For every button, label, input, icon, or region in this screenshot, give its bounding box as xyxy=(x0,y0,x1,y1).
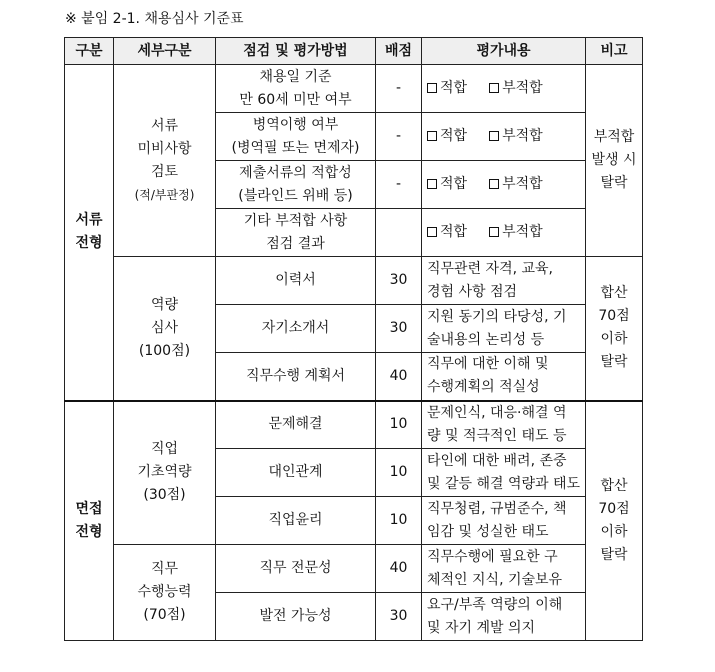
fit-checkbox-cell xyxy=(422,209,586,257)
content-text: 요구/부족 역량의 이해 xyxy=(427,596,563,613)
score-cell: 30 xyxy=(376,257,422,305)
method-cell: 직업윤리 xyxy=(216,497,376,545)
content-text: 직무에 대한 이해 및 xyxy=(427,356,549,373)
method-cell xyxy=(216,161,376,209)
content-text: 직무수행에 필요한 구 xyxy=(427,548,558,565)
unfit-label: 부적합 xyxy=(502,80,543,96)
method-cell: 문제해결 xyxy=(216,401,376,449)
subsection-label: 미비사항 xyxy=(137,140,192,157)
checkbox-icon xyxy=(427,83,437,93)
checkbox-icon xyxy=(489,179,499,189)
method-text: 채용일 기준 xyxy=(259,68,332,85)
score-cell: 10 xyxy=(376,497,422,545)
subsection-label: (100점) xyxy=(138,342,191,359)
subsection-basic xyxy=(114,401,216,545)
section-label: 면접 xyxy=(75,500,103,517)
method-cell xyxy=(216,209,376,257)
fit-checkbox-cell xyxy=(422,113,586,161)
fit-label: 적합 xyxy=(440,80,468,96)
method-text: 병역이행 여부 xyxy=(252,116,339,133)
checkbox-icon xyxy=(427,179,437,189)
remark-text: 이하 xyxy=(600,523,628,540)
score-cell: 30 xyxy=(376,305,422,353)
content-cell xyxy=(422,449,586,497)
document-caption: ※ 붙임 2-1. 채용심사 기준표 xyxy=(65,11,244,27)
fit-label: 적합 xyxy=(440,224,468,240)
content-cell xyxy=(422,497,586,545)
score-cell: - xyxy=(376,65,422,113)
content-text: 수행계획의 적실성 xyxy=(427,379,540,396)
remark-text: 탈락 xyxy=(600,354,628,371)
method-cell: 발전 가능성 xyxy=(216,593,376,641)
remark-text: 70점 xyxy=(598,500,630,517)
checkbox-icon xyxy=(489,227,499,237)
remark-text: 탈락 xyxy=(600,175,628,191)
content-text: 문제인식, 대응·해결 역 xyxy=(427,404,567,421)
subsection-label: 검토 xyxy=(150,163,179,180)
fit-checkbox-cell xyxy=(422,65,586,113)
remark-text: 합산 xyxy=(600,477,628,494)
fit-option[interactable] xyxy=(427,176,467,192)
fit-option[interactable] xyxy=(427,80,467,96)
score-cell: 30 xyxy=(376,593,422,641)
score-cell: - xyxy=(376,113,422,161)
unfit-option[interactable] xyxy=(489,224,543,240)
table-row xyxy=(65,257,643,305)
unfit-option[interactable] xyxy=(489,128,543,144)
section-interview xyxy=(65,401,114,641)
header-content: 평가내용 xyxy=(422,38,586,65)
method-text: 점검 결과 xyxy=(266,235,325,252)
remark-text: 합산 xyxy=(600,285,628,302)
method-cell: 대인관계 xyxy=(216,449,376,497)
subsection-label: 기초역량 xyxy=(137,464,192,481)
unfit-option[interactable] xyxy=(489,176,543,192)
content-text: 직무청렴, 규범준수, 책 xyxy=(427,500,567,517)
content-text: 및 자기 계발 의지 xyxy=(427,619,536,636)
score-cell xyxy=(376,209,422,257)
content-text: 술내용의 논리성 등 xyxy=(427,331,545,348)
table-row xyxy=(65,545,643,593)
subsection-job xyxy=(114,545,216,641)
remarks-competency xyxy=(586,257,643,401)
method-text: 제출서류의 적합성 xyxy=(239,164,352,181)
content-text: 타인에 대한 배려, 존중 xyxy=(427,452,567,469)
subsection-label: 심사 xyxy=(150,319,179,336)
table-row xyxy=(65,65,643,113)
subsection-competency xyxy=(114,257,216,401)
subsection-label: (30점) xyxy=(143,487,186,504)
content-cell xyxy=(422,593,586,641)
method-cell: 이력서 xyxy=(216,257,376,305)
table-row xyxy=(65,401,643,449)
header-category: 구분 xyxy=(65,38,114,65)
fit-label: 적합 xyxy=(440,128,468,144)
fit-option[interactable] xyxy=(427,128,467,144)
method-text: 만 60세 미만 여부 xyxy=(239,91,352,108)
method-text: 기타 부적합 사항 xyxy=(243,212,348,229)
subsection-label: 역량 xyxy=(150,296,179,313)
unfit-label: 부적합 xyxy=(502,128,543,144)
remark-text: 탈락 xyxy=(600,546,628,563)
fit-option[interactable] xyxy=(427,224,467,240)
method-cell xyxy=(216,65,376,113)
content-text: 직무관련 자격, 교육, xyxy=(427,260,553,277)
screening-criteria-table xyxy=(64,37,643,641)
header-method: 점검 및 평가방법 xyxy=(216,38,376,65)
content-cell xyxy=(422,401,586,449)
content-text: 임감 및 성실한 태도 xyxy=(427,523,549,540)
header-score: 배점 xyxy=(376,38,422,65)
remark-text: 발생 시 xyxy=(591,152,637,168)
header-remarks: 비고 xyxy=(586,38,643,65)
method-text: (병역필 또는 면제자) xyxy=(231,139,360,156)
method-cell xyxy=(216,113,376,161)
subsection-label: 서류 xyxy=(150,117,179,134)
section-doc xyxy=(65,65,114,401)
content-text: 체적인 지식, 기술보유 xyxy=(427,571,563,588)
table-header-row xyxy=(65,38,643,65)
unfit-label: 부적합 xyxy=(502,176,543,192)
score-cell: 10 xyxy=(376,401,422,449)
checkbox-icon xyxy=(427,131,437,141)
subsection-doc-review xyxy=(114,65,216,257)
remarks-interview xyxy=(586,401,643,641)
subsection-label: 수행능력 xyxy=(137,584,192,600)
content-text: 량 및 적극적인 태도 등 xyxy=(427,427,567,444)
subsection-label: 직무 xyxy=(150,561,179,577)
content-cell xyxy=(422,545,586,593)
checkbox-icon xyxy=(489,131,499,141)
method-cell: 자기소개서 xyxy=(216,305,376,353)
score-cell: - xyxy=(376,161,422,209)
content-cell xyxy=(422,305,586,353)
header-subcategory: 세부구분 xyxy=(114,38,216,65)
content-text: 및 갈등 해결 역량과 태도 xyxy=(427,475,581,492)
subsection-label: (70점) xyxy=(143,607,186,623)
method-text: (블라인드 위배 등) xyxy=(238,187,353,204)
fit-checkbox-cell xyxy=(422,161,586,209)
section-label: 전형 xyxy=(75,523,103,540)
subsection-label: 직업 xyxy=(150,441,179,458)
subsection-label: (적/부판정) xyxy=(134,187,195,202)
method-cell: 직무 전문성 xyxy=(216,545,376,593)
checkbox-icon xyxy=(427,227,437,237)
score-cell: 40 xyxy=(376,545,422,593)
unfit-option[interactable] xyxy=(489,80,543,96)
remark-text: 이하 xyxy=(600,331,628,348)
content-cell xyxy=(422,257,586,305)
checkbox-icon xyxy=(489,83,499,93)
score-cell: 10 xyxy=(376,449,422,497)
score-cell: 40 xyxy=(376,353,422,401)
content-text: 경험 사항 점검 xyxy=(427,283,518,300)
method-cell: 직무수행 계획서 xyxy=(216,353,376,401)
content-text: 지원 동기의 타당성, 기 xyxy=(427,308,567,325)
section-label: 서류 xyxy=(75,212,103,229)
fit-label: 적합 xyxy=(440,176,468,192)
content-cell xyxy=(422,353,586,401)
remarks-doc-review xyxy=(586,65,643,257)
remark-text: 70점 xyxy=(598,308,630,325)
section-label: 전형 xyxy=(75,235,103,252)
unfit-label: 부적합 xyxy=(502,224,543,240)
remark-text: 부적합 xyxy=(593,129,635,145)
